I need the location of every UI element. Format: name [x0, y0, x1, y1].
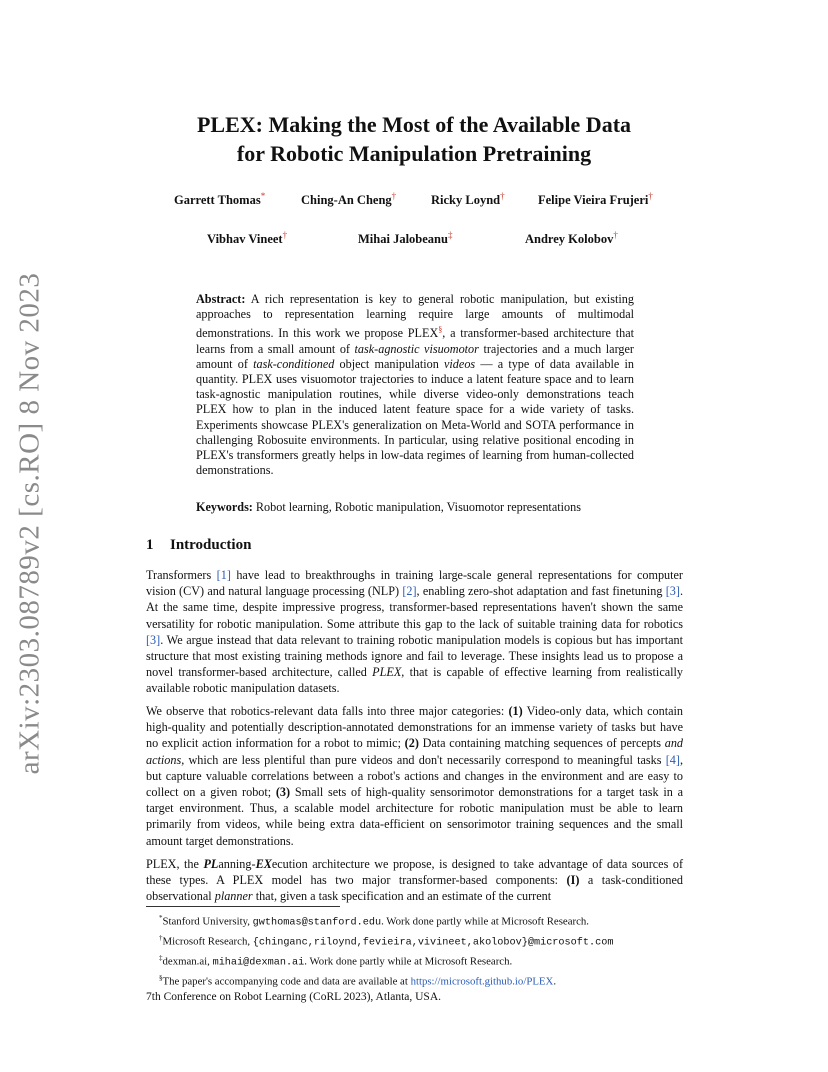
keywords-label: Keywords: [196, 500, 253, 514]
paragraph-text: PLEX, the [146, 857, 204, 871]
abstract-text: — a type of data available in quantity. PLEX uses visuomotor trajectories to induce a latent feature space and to learn task-agnostic manipulation routines, while diverse video-only demonstrations teach PLEX how to plan in the induced latent feature space for a wide variety of tasks. Experiments showcase PLEX's generalization on Meta-World and SOTA performance in challenging Robosuite environments. In particular, using relative positional encoding in PLEX's transformers greatly helps in low-data regimes of learning from human-collected demonstrations. [196, 356, 634, 478]
section-number: 1 [146, 537, 154, 553]
project-url-link[interactable]: https://microsoft.github.io/PLEX [410, 975, 554, 988]
paragraph-text: . At the same time, despite impressive progress, transformer-based representations haven't shown the same versatility for robotic manipulation. Some attribute this gap to the lack of suitable training data for robotics [146, 584, 683, 631]
paragraph-text: that, given a task specification and an estimate of the current [252, 889, 552, 904]
footnote-divider [146, 906, 340, 907]
citation-link[interactable]: [3] [146, 632, 161, 647]
paragraph-text: Data containing matching sequences of percepts [418, 736, 665, 751]
footnote-text: dexman.ai, [162, 955, 213, 968]
author-name: Garrett Thomas [174, 193, 261, 208]
paragraph-text: We observe that robotics-relevant data falls into three major categories: [146, 704, 509, 718]
email-address: mihai@dexman.ai [212, 957, 305, 969]
abstract-text: trajectories and a much larger amount of [196, 341, 634, 371]
paragraph-text: Transformers [146, 568, 217, 582]
author-name: Ching-An Cheng [301, 193, 392, 208]
section-title: Introduction [170, 537, 252, 553]
footnote-mark: § [159, 974, 163, 983]
author-affiliation-mark: † [391, 191, 397, 201]
title-line-1: PLEX: Making the Most of the Available Data [196, 112, 632, 137]
author-name: Felipe Vieira Frujeri [538, 193, 649, 208]
abstract-label: Abstract: [196, 292, 246, 306]
footnote-text: . Work done partly while at Microsoft Research. [381, 915, 589, 928]
author-affiliation-mark: † [282, 230, 288, 240]
paragraph-text: , which are less plentiful than pure videos and don't necessarily correspond to meaningful tasks [181, 752, 666, 767]
enumeration-marker: (3) [275, 785, 291, 800]
author-6 [358, 230, 452, 247]
paragraph-2 [146, 703, 683, 849]
footnote-text: Stanford University, [162, 915, 253, 928]
paragraph-emphasis: PLEX [372, 665, 402, 680]
acronym-emphasis: PL [203, 857, 219, 871]
citation-link[interactable]: [1] [216, 568, 231, 582]
author-7 [525, 230, 618, 247]
citation-link[interactable]: [2] [402, 584, 417, 599]
paragraph-text: , that is capable of effective learning from realistically available robotic manipulation datasets. [146, 665, 683, 696]
paragraph-text: Video-only data, which contain high-quality and potentially description-annotated demonstrations for an immense variety of tasks but have no explicit action information for a robot to mimic; [146, 704, 683, 751]
citation-link[interactable]: [3] [665, 584, 680, 599]
paragraph-text: have lead to breakthroughs in training large-scale general representations for computer vision (CV) and natural language processing (NLP) [146, 568, 683, 599]
paper-title [120, 110, 708, 168]
author-affiliation-mark: ‡ [447, 230, 453, 240]
abstract-text: , a transformer-based architecture that learns from a small amount of [196, 326, 635, 356]
email-address: gwthomas@stanford.edu [252, 917, 382, 929]
footnotes [146, 911, 686, 990]
footnote-1 [146, 911, 686, 931]
footnote-2 [146, 931, 686, 951]
footnote-text: Microsoft Research, [162, 935, 253, 948]
author-affiliation-mark: † [648, 191, 653, 201]
footnote-3 [146, 951, 686, 971]
footnote-mark: * [159, 914, 163, 922]
author-name: Ricky Loynd [431, 193, 501, 208]
abstract-emphasis: task-conditioned [253, 356, 335, 371]
acronym-emphasis: EX [255, 857, 272, 871]
keywords [196, 500, 646, 515]
paragraph-text: ecution architecture we propose, is designed to take advantage of data sources of these types. A PLEX model has two major transformer-based components: [146, 857, 683, 888]
footnote-mark: † [159, 934, 163, 943]
arxiv-identifier-text: arXiv:2303.08789v2 [cs.RO] 8 Nov 2023 [13, 272, 46, 774]
paragraph-text: anning- [218, 857, 256, 871]
abstract-emphasis: task-agnostic visuomotor [354, 341, 479, 356]
author-2 [301, 191, 396, 208]
paragraph-emphasis: and actions [146, 736, 683, 767]
paragraph-text: . We argue instead that data relevant to training robotic manipulation models is copious but has important structure that most existing training methods ignore and fail to leverage. These insights lead us to propose a novel transformer-based architecture, called [146, 632, 683, 680]
enumeration-marker: (I) [566, 873, 580, 888]
keywords-text: Robot learning, Robotic manipulation, Visuomotor representations [252, 500, 581, 514]
citation-link[interactable]: [4] [665, 752, 680, 767]
paragraph-text: , enabling zero-shot adaptation and fast finetuning [416, 584, 666, 599]
author-name: Mihai Jalobeanu [358, 232, 448, 247]
author-name: Vibhav Vineet [207, 232, 283, 247]
abstract-text: A rich representation is key to general robotic manipulation, but existing approaches to representation learning require large amounts of multimodal demonstrations. In this work we propose PLEX [196, 292, 634, 341]
footnote-text: The paper's accompanying code and data are available at [162, 975, 411, 988]
author-affiliation-mark: † [613, 230, 618, 240]
footnote-mark: § [438, 325, 443, 335]
abstract-emphasis: videos [444, 356, 476, 371]
paragraph-text: a task-conditioned observational [146, 873, 683, 904]
paragraph-text: , but capture valuable correlations between a robot's actions and changes in the environment and are easy to collect on a given robot; [146, 752, 683, 800]
author-affiliation-mark: * [260, 191, 266, 201]
paragraph-3 [146, 856, 683, 905]
enumeration-marker: (1) [508, 704, 523, 718]
author-4 [538, 191, 653, 208]
author-affiliation-mark: † [500, 191, 505, 201]
footnote-text: . Work done partly while at Microsoft Research. [304, 955, 513, 968]
section-heading [146, 537, 251, 554]
paragraph-text: Small sets of high-quality sensorimotor demonstrations for a target task in a target environment. Thus, a scalable model architecture for robotic manipulation must be able to learn primarily from videos, while being extra data-efficient on sensorimotor training sequences and the small amount target demonstrations. [146, 785, 683, 848]
author-3 [431, 191, 505, 208]
footnote-text: . [553, 975, 557, 988]
footnote-4 [146, 971, 686, 990]
conference-note: 7th Conference on Robot Learning (CoRL 2023), Atlanta, USA. [146, 991, 442, 1003]
abstract-text: object manipulation [334, 356, 445, 371]
arxiv-identifier-stamp [8, 272, 52, 774]
abstract [196, 292, 634, 479]
author-1 [174, 191, 265, 208]
footnote-mark: ‡ [159, 954, 163, 963]
enumeration-marker: (2) [404, 736, 419, 751]
author-name: Andrey Kolobov [525, 232, 614, 247]
email-address: {chinganc,riloynd,fevieira,vivineet,akolobov}@microsoft.com [252, 937, 614, 949]
author-5 [207, 230, 287, 247]
paragraph-emphasis: planner [214, 889, 253, 904]
paragraph-1 [146, 567, 683, 697]
title-line-2: for Robotic Manipulation Pretraining [236, 141, 592, 166]
